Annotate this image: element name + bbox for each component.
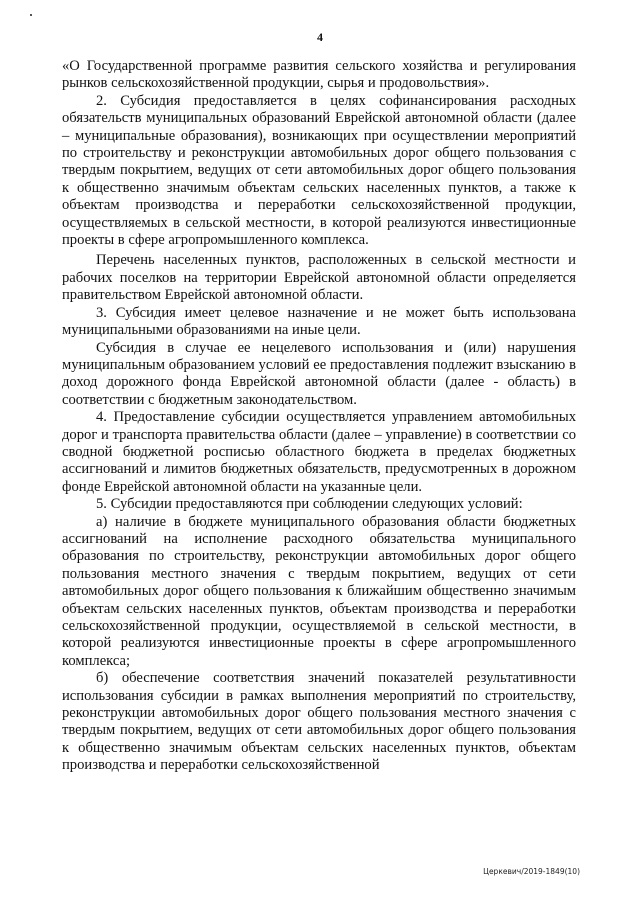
paragraph-5-conditions: 5. Субсидии предоставляются при соблюдении следующих условий: xyxy=(96,496,523,513)
paragraph-condition-b: б) обеспечение соответствия значений показателей результативности использования субсидии в рамках выполнения мероприятий по строительству, реконструкции автомобильных дорог общего пользования местного значения с твердым покрытием, ведущих от сети автомобильных дорог общего пользования к общественно значимым объектам сельских населенных пунктов, объектам производства и переработки сельскохозяйственной xyxy=(62,670,576,774)
paragraph-misuse-recovery: Субсидия в случае ее нецелевого использования и (или) нарушения муниципальным образованием условий ее предоставления подлежит взысканию в доход дорожного фонда Еврейской автономной области (далее - область) в соответствии с бюджетным законодательством. xyxy=(62,339,576,408)
paragraph-condition-a: а) наличие в бюджете муниципального образования области бюджетных ассигнований на исполнение расходного обязательства муниципального образования по строительству, реконструкции автомобильных дорог общего пользования местного значения с твердым покрытием, ведущих от сети автомобильных дорог общего пользования к ближайшим общественно значимым объектам сельских населенных пунктов, объектам производства и переработки сельскохозяйственной продукции, осуществляемой в сельской местности, в которой реализуются инвестиционные проекты в сфере агропромышленного комплекса; xyxy=(62,513,576,669)
paragraph-settlements-list: Перечень населенных пунктов, расположенных в сельской местности и рабочих поселков на территории Еврейской автономной области определяется правительством Еврейской автономной области. xyxy=(62,252,576,304)
paragraph-4-provision: 4. Предоставление субсидии осуществляется управлением автомобильных дорог и транспорта правительства области (далее – управление) в соответствии со сводной бюджетной росписью областного бюджета в пределах бюджетных ассигнований и лимитов бюджетных обязательств, предусмотренных в дорожном фонде Еврейской автономной области на указанные цели. xyxy=(62,409,576,495)
document-footer-code: Церкевич/2019-1849(10) xyxy=(483,867,580,876)
scan-speck xyxy=(30,14,32,16)
paragraph-2-subsidy-purpose: 2. Субсидия предоставляется в целях софинансирования расходных обязательств муниципальных образований Еврейской автономной области (далее – муниципальные образования), возникающих при осуществлении мероприятий по строительству и реконструкции автомобильных дорог общего пользования с твердым покрытием, ведущих от сети автомобильных дорог общего пользования к общественно значимым объектам сельских населенных пунктов, а также к объектам производства и переработки сельскохозяйственной продукции, осуществляемых в сельской местности, в которой реализуются инвестиционные проекты в сфере агропромышленного комплекса. xyxy=(62,92,576,249)
page-number: 4 xyxy=(317,30,323,44)
document-body xyxy=(62,58,576,775)
paragraph-3-target-use: 3. Субсидия имеет целевое назначение и не может быть использована муниципальными образованиями на иные цели. xyxy=(62,304,576,339)
paragraph-program-title: «О Государственной программе развития сельского хозяйства и регулирования рынков сельскохозяйственной продукции, сырья и продовольствия». xyxy=(62,58,576,92)
